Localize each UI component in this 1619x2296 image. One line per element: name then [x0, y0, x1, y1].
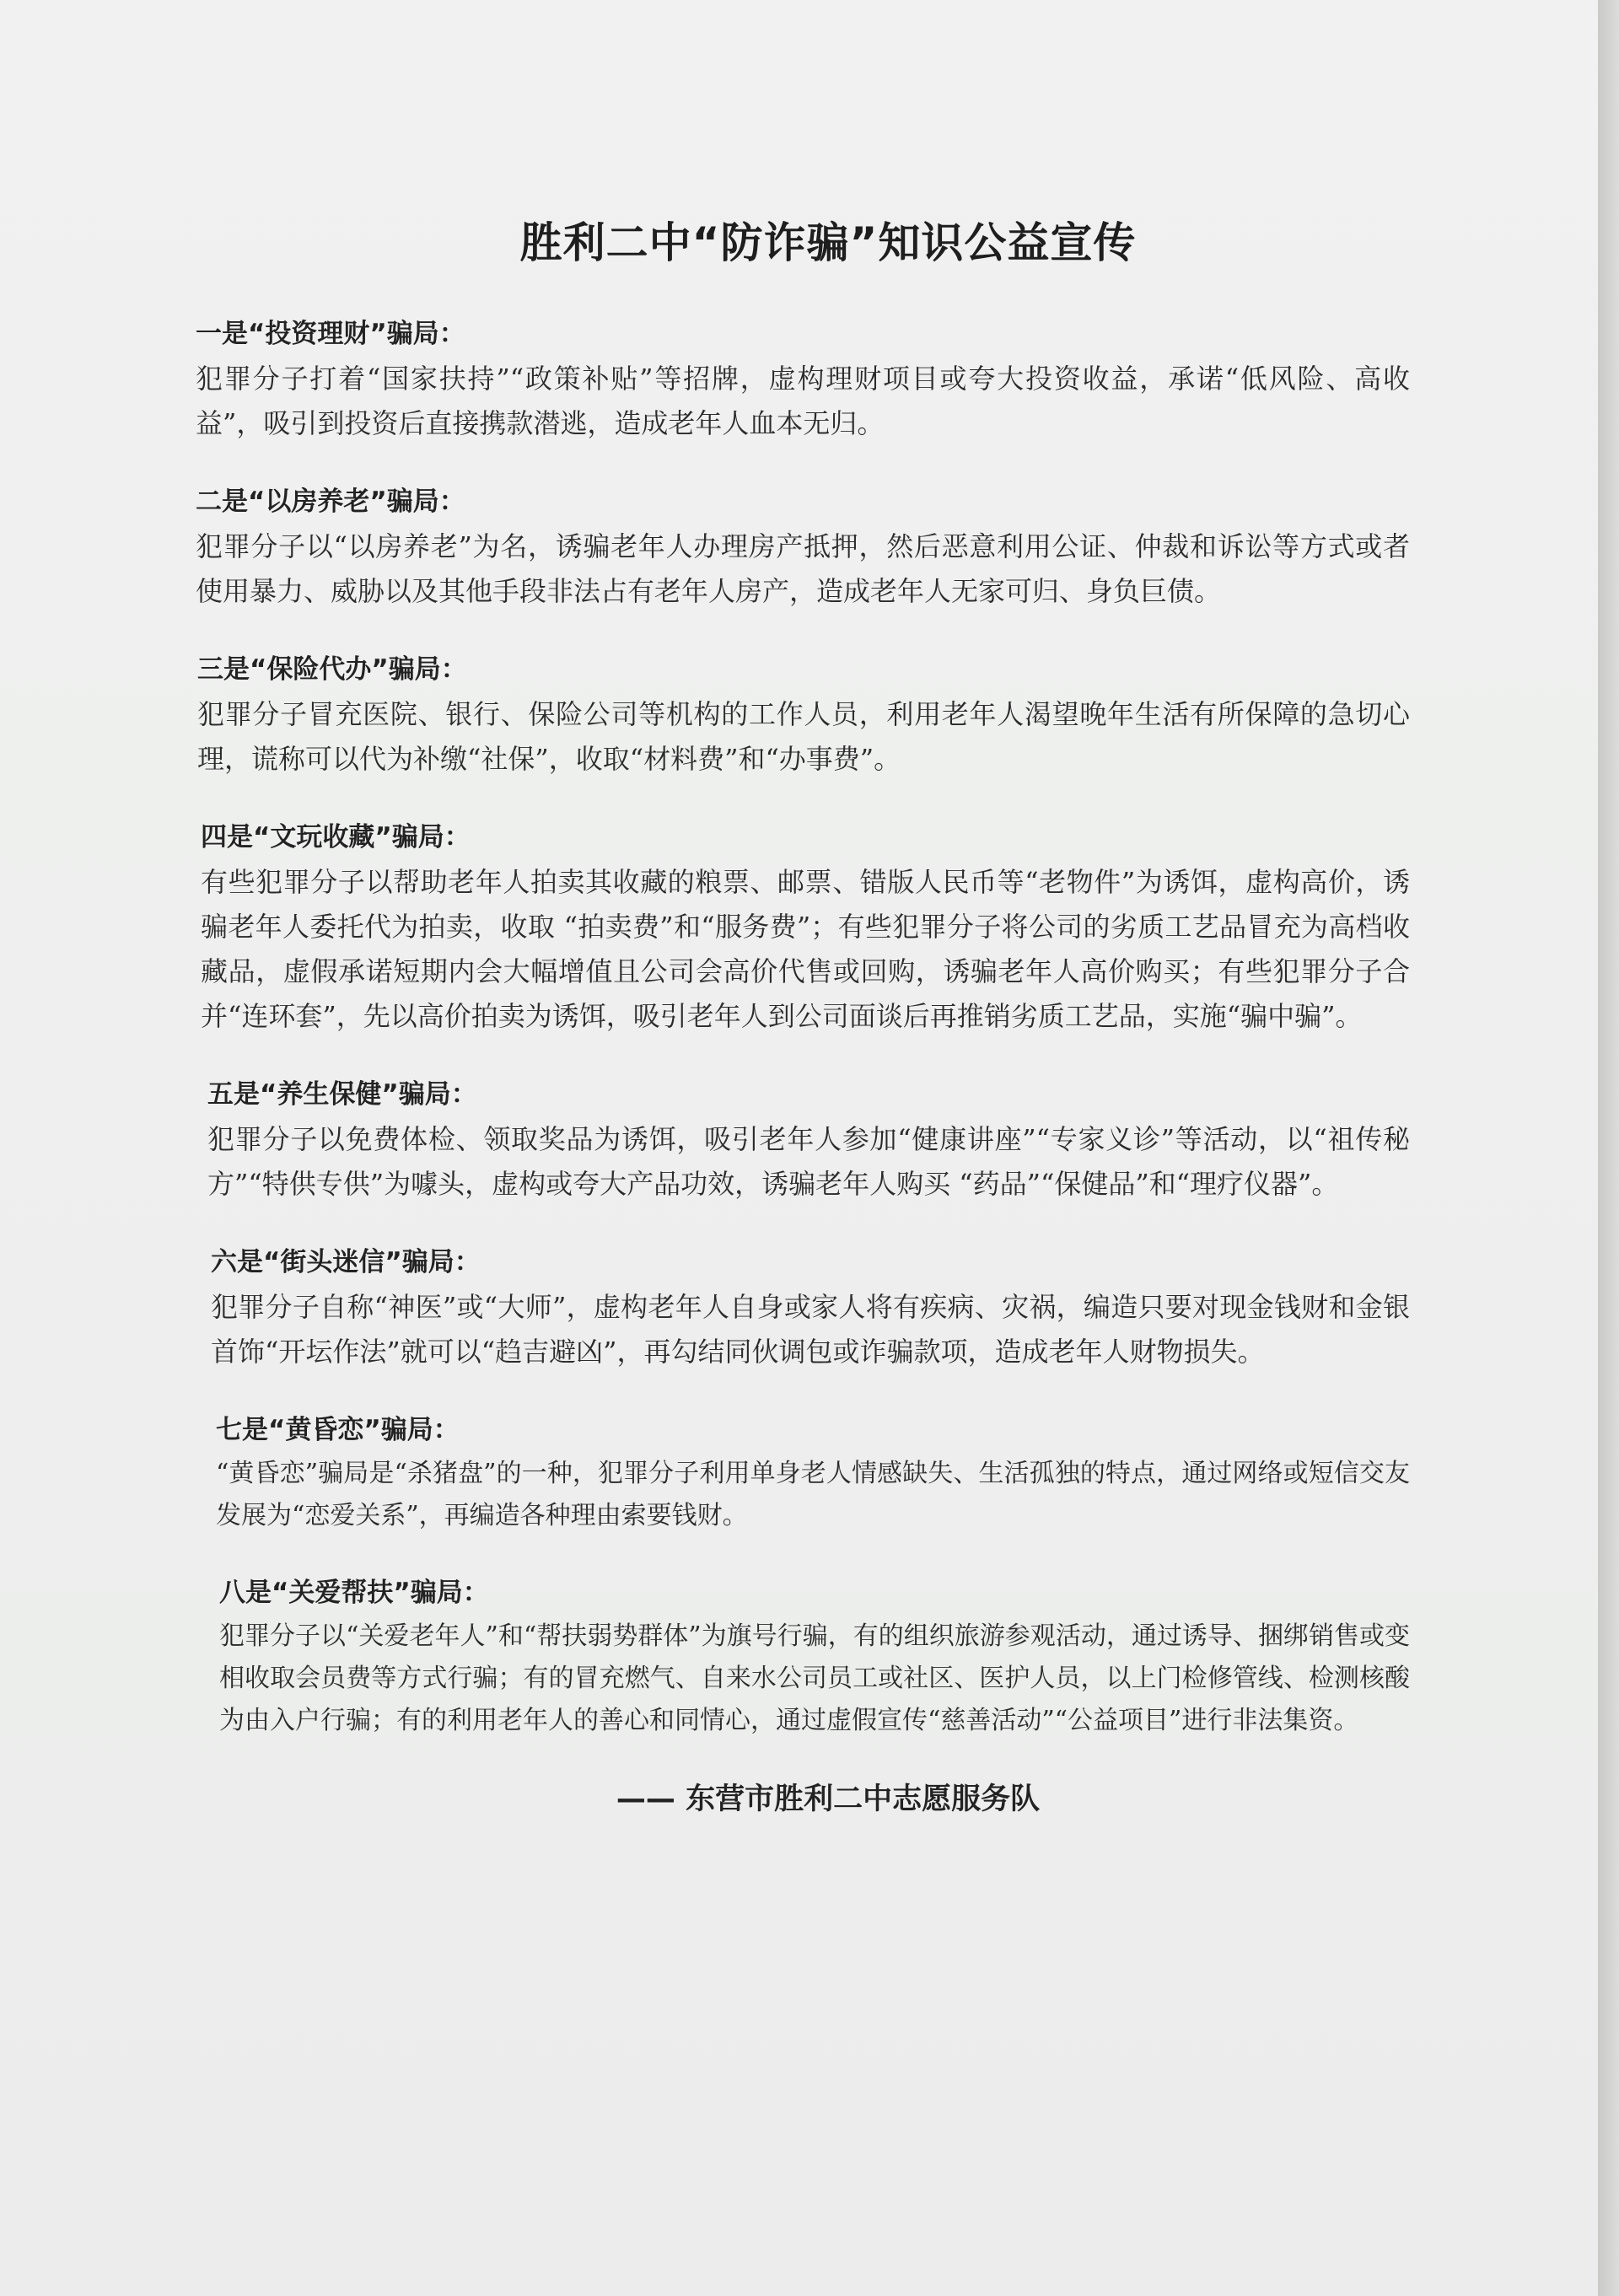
section-body: 犯罪分子冒充医院、银行、保险公司等机构的工作人员，利用老年人渴望晚年生活有所保障的急切心理，谎称可以代为补缴“社保”，收取“材料费”和“办事费”。: [197, 698, 1410, 775]
section-heading: 四是“文玩收藏”骗局：: [201, 822, 471, 852]
section-insurance-scam: [197, 648, 1410, 782]
section-heading: 七是“黄昏恋”骗局：: [216, 1415, 460, 1445]
document-title: 胜利二中“防诈骗”知识公益宣传: [519, 218, 1137, 267]
section-house-pension-scam: [196, 480, 1410, 614]
section-heading: 二是“以房养老”骗局：: [196, 487, 465, 517]
paper-edge-shadow: [1598, 0, 1619, 2296]
section-heading: 六是“街头迷信”骗局：: [211, 1247, 481, 1277]
section-investment-scam: [196, 312, 1410, 446]
section-heading: 五是“养生保健”骗局：: [207, 1079, 477, 1110]
section-care-assistance-scam: [219, 1571, 1410, 1742]
section-heading: 八是“关爱帮扶”骗局：: [219, 1578, 489, 1608]
signature: —— 东营市胜利二中志愿服务队: [616, 1782, 1041, 1816]
section-heading: 一是“投资理财”骗局：: [196, 319, 465, 349]
section-body: 犯罪分子以“关爱老年人”和“帮扶弱势群体”为旗号行骗，有的组织旅游参观活动，通过诱导、捆绑销售或变相收取会员费等方式行骗；有的冒充燃气、自来水公司员工或社区、医护人员，以上门检修管线、检测核酸为由入户行骗；有的利用老年人的善心和同情心，通过虚假宣传“慈善活动”“公益项目”进行非法集资。: [219, 1621, 1410, 1735]
document-content: [196, 209, 1410, 1818]
section-body: “黄昏恋”骗局是“杀猪盘”的一种，犯罪分子利用单身老人情感缺失、生活孤独的特点，通过网络或短信交友发展为“恋爱关系”，再编造各种理由索要钱财。: [216, 1459, 1410, 1530]
section-body: 犯罪分子以“以房养老”为名，诱骗老年人办理房产抵押，然后恶意利用公证、仲裁和诉讼等方式或者使用暴力、威胁以及其他手段非法占有老年人房产，造成老年人无家可归、身负巨债。: [196, 530, 1410, 607]
section-body: 犯罪分子打着“国家扶持”“政策补贴”等招牌，虚构理财项目或夸大投资收益，承诺“低风险、高收益”，吸引到投资后直接携款潜逃，造成老年人血本无归。: [196, 363, 1410, 439]
section-body: 犯罪分子以免费体检、领取奖品为诱饵，吸引老年人参加“健康讲座”“专家义诊”等活动，以“祖传秘方”“特供专供”为噱头，虚构或夸大产品功效，诱骗老年人购买 “药品”“保健品”和“理疗仪器”。: [207, 1123, 1410, 1200]
section-body: 有些犯罪分子以帮助老年人拍卖其收藏的粮票、邮票、错版人民币等“老物件”为诱饵，虚构高价，诱骗老年人委托代为拍卖，收取 “拍卖费”和“服务费”；有些犯罪分子将公司的劣质工艺品冒充为高档收藏品，虚假承诺短期内会大幅增值且公司会高价代售或回购，诱骗老年人高价购买；有些犯罪分子合并“连环套”，先以高价拍卖为诱饵，吸引老年人到公司面谈后再推销劣质工艺品，实施“骗中骗”。: [201, 866, 1410, 1032]
section-heading: 三是“保险代办”骗局：: [197, 654, 467, 685]
section-superstition-scam: [211, 1240, 1410, 1374]
section-romance-scam: [216, 1408, 1410, 1537]
section-body: 犯罪分子自称“神医”或“大师”，虚构老年人自身或家人将有疾病、灾祸，编造只要对现金钱财和金银首饰“开坛作法”就可以“趋吉避凶”，再勾结同伙调包或诈骗款项，造成老年人财物损失。: [211, 1291, 1410, 1368]
section-health-scam: [207, 1073, 1410, 1207]
section-collectibles-scam: [201, 815, 1410, 1039]
